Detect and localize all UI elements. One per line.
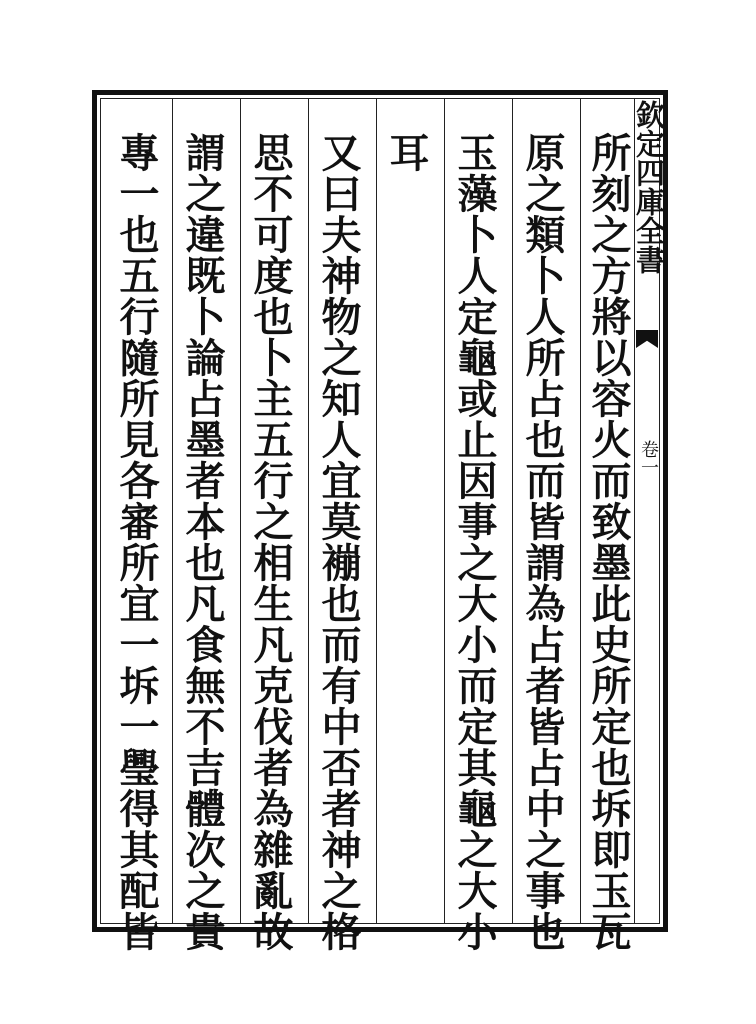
- text-column-8: 專一也五行隨所見各審所宜一坼一璺得其配皆: [113, 132, 160, 952]
- text-column-2: 原之類卜人所占也而皆謂為占者皆占中之事也: [519, 132, 566, 952]
- column-divider: [376, 98, 377, 924]
- text-column-7: 謂之違既卜論占墨者本也凡食無不吉體次之貴: [179, 132, 226, 952]
- text-column-5: 又曰夫神物之知人宜莫䙖也而有中否者神之格: [315, 132, 362, 952]
- text-column-4: 耳: [383, 132, 430, 173]
- text-column-6: 思不可度也卜主五行之相生凡克伐者為雜亂故: [247, 132, 294, 952]
- text-column-1: 所刻之方將以容火而致墨此史所定也坼即玉瓦: [585, 132, 632, 952]
- volume-label: 卷一: [638, 440, 659, 476]
- text-column-3: 玉藻卜人定龜或止因事之大小而定其龜之大小: [451, 132, 498, 952]
- book-title: 欽定四庫全書: [632, 100, 666, 274]
